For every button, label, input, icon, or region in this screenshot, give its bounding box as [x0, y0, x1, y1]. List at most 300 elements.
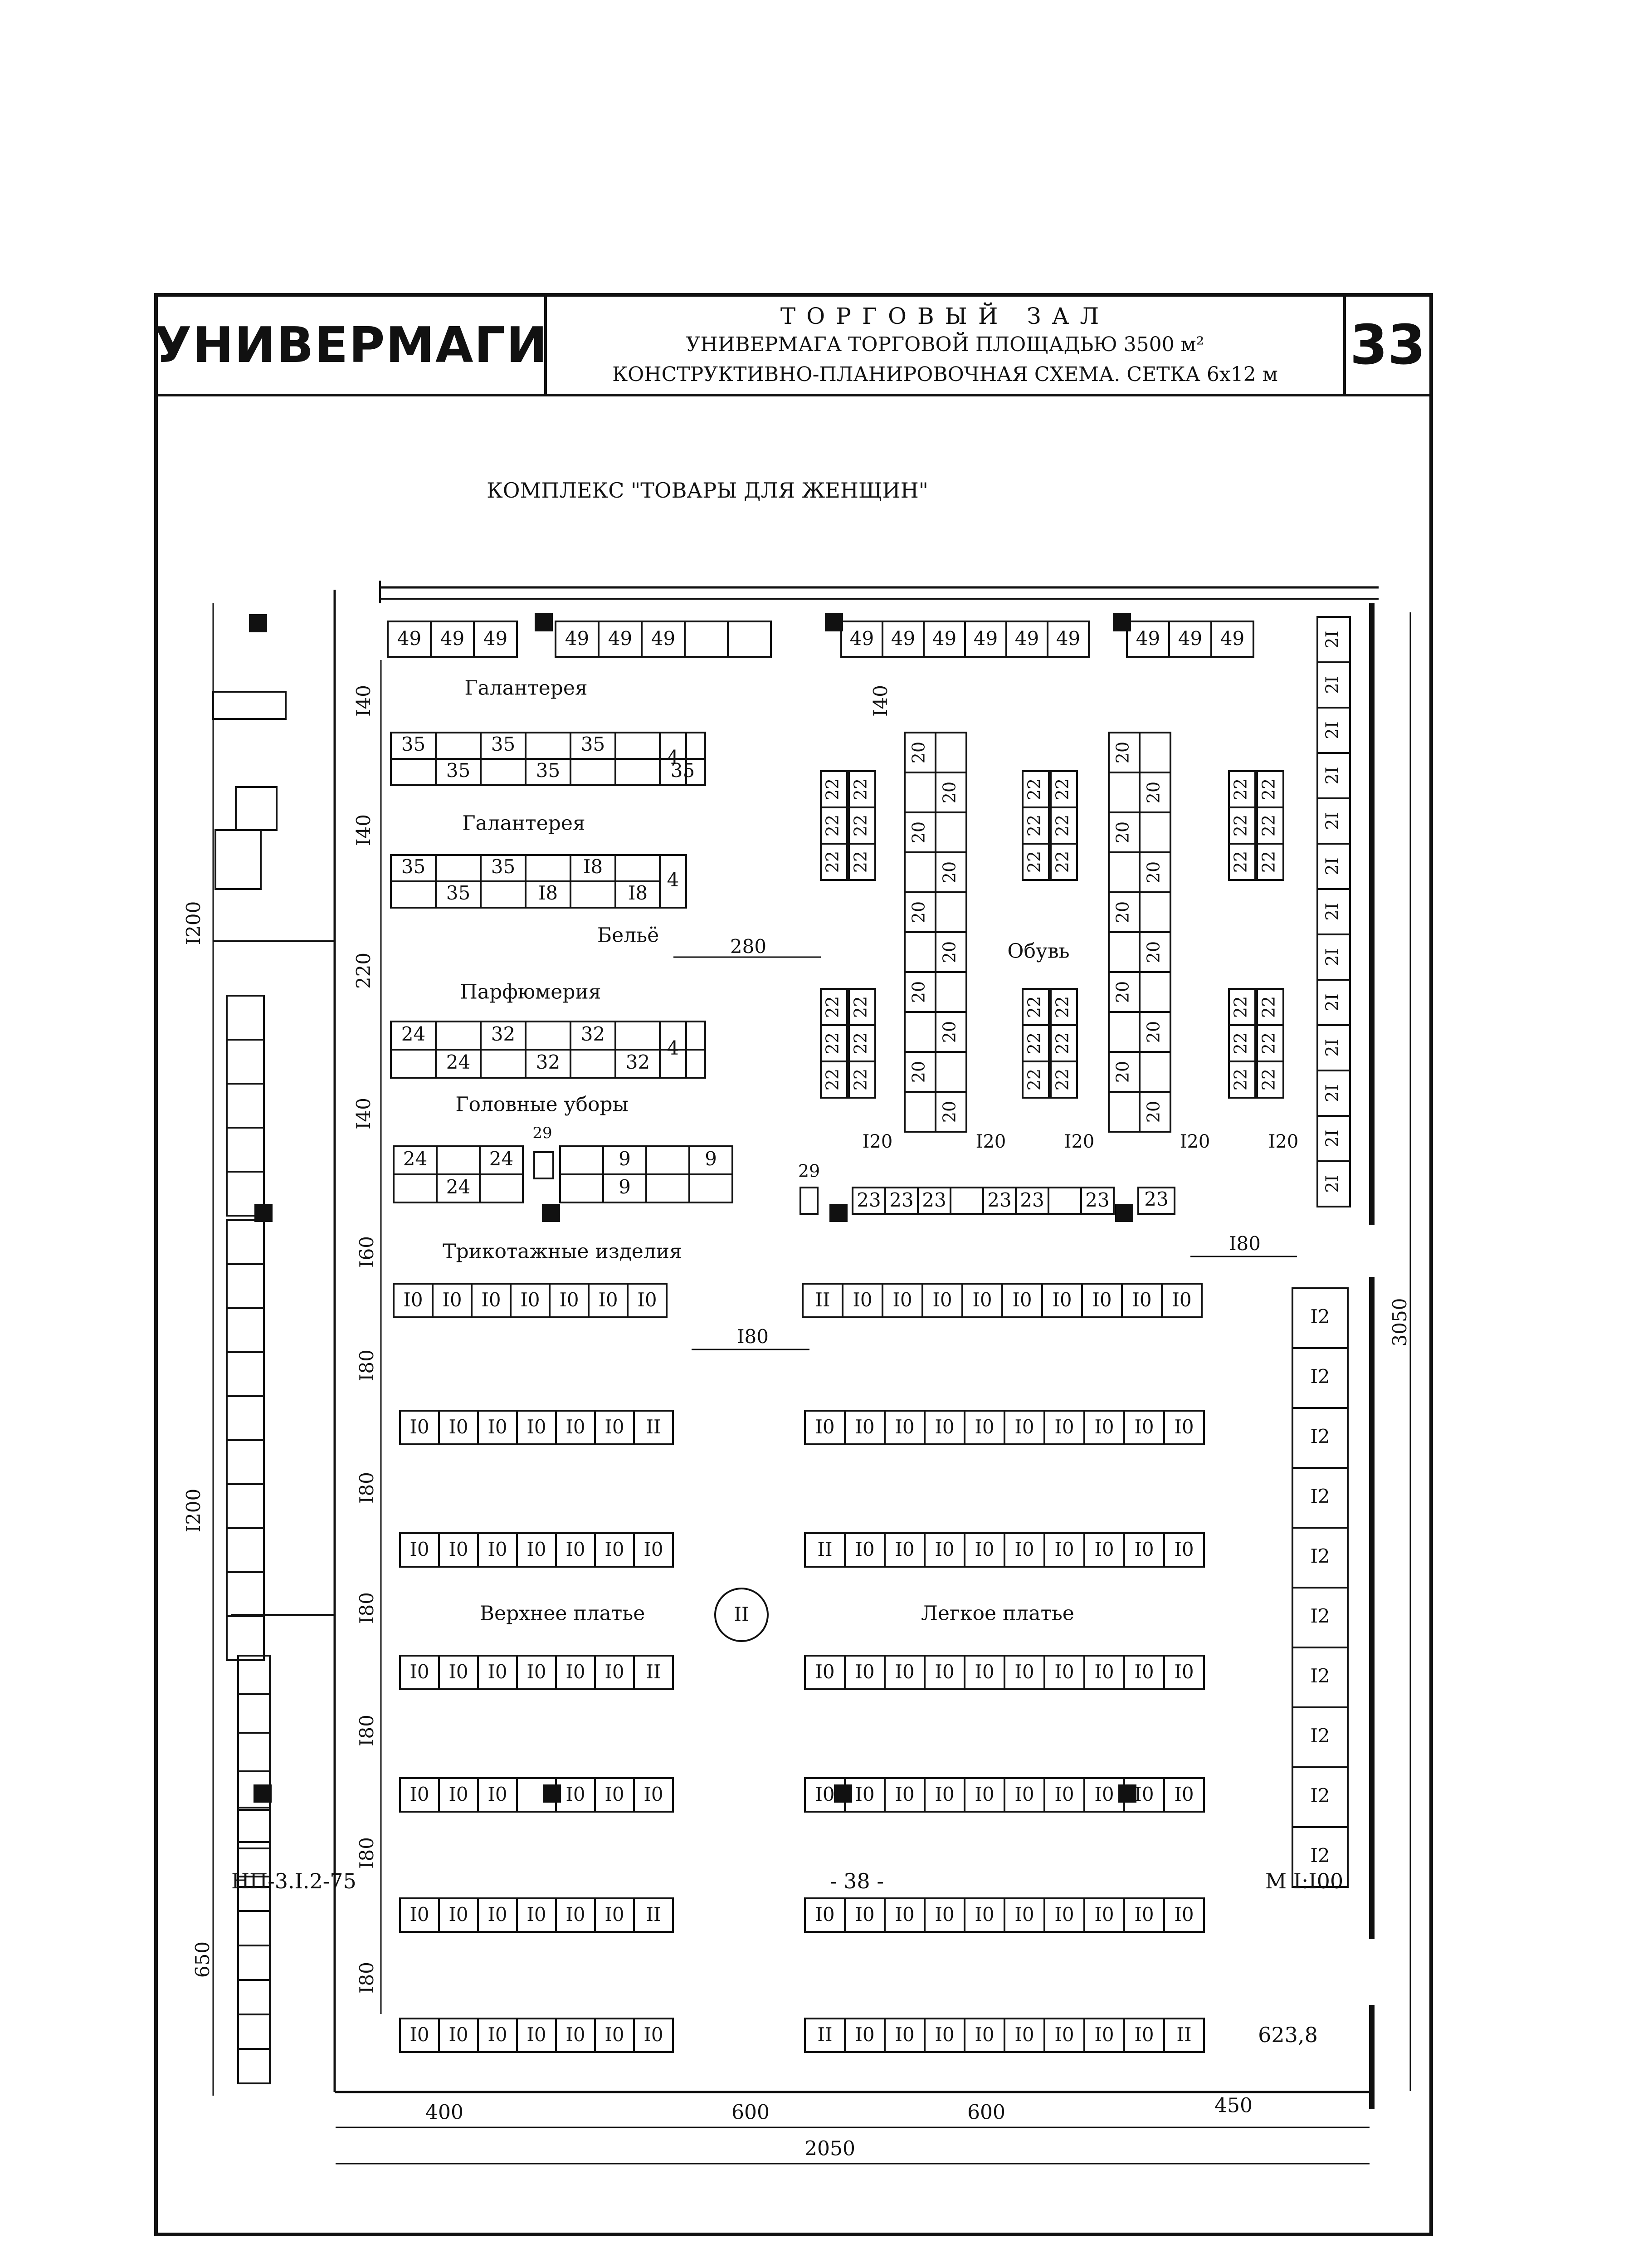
counter-49-label: 49: [440, 627, 465, 650]
counter-10-label: I0: [1174, 1783, 1194, 1805]
dimension-vertical: I40: [869, 684, 892, 717]
dimension-vertical: I40: [352, 1097, 375, 1130]
shoe-stand-20-label: 20: [939, 1100, 960, 1123]
counter-10-label: I0: [815, 1783, 835, 1805]
counter-49-label: 49: [1220, 627, 1245, 650]
counter-10-label: I0: [644, 1783, 663, 1805]
counter-10-label: I0: [1014, 1903, 1034, 1926]
counter-10-label: I0: [448, 1783, 468, 1805]
counter-10-label: I0: [975, 1903, 994, 1926]
shoe-stand-22-label: 22: [1052, 1032, 1072, 1055]
counter-10-label: I0: [1172, 1289, 1192, 1311]
counter-10-label: I0: [1094, 2024, 1114, 2046]
counter-10-label: I0: [637, 1289, 657, 1311]
counter-10-label: I0: [975, 1416, 994, 1438]
counter-10-label: I0: [644, 2024, 663, 2046]
counter-10-label: I0: [935, 1538, 955, 1560]
shoe-stand-22-label: 22: [1024, 1032, 1044, 1055]
counter-35-cell: [570, 759, 615, 785]
counter-35-label: 35: [446, 759, 471, 782]
counter-10-label: I0: [895, 1416, 915, 1438]
section-label-parfyumeriya: Парфюмерия: [460, 980, 601, 1004]
counter-10-label: II: [646, 1661, 661, 1683]
wall-counter-21-label: 2I: [1322, 721, 1342, 739]
counter-23-label: 23: [857, 1189, 881, 1211]
counter-24-32-label: 32: [536, 1051, 561, 1073]
outer-stand: [238, 1945, 270, 1980]
outer-stand: [238, 1980, 270, 2014]
counter-10-label: I0: [644, 1538, 663, 1560]
shoe-stand-20-label: 20: [908, 901, 929, 924]
counter-10-label: I0: [935, 2024, 955, 2046]
outer-stand: [227, 1396, 264, 1440]
counter-10-label: I0: [566, 1661, 585, 1683]
counter-24-cell: [480, 1174, 523, 1202]
shoe-stand-20-cell: [936, 892, 966, 932]
shoe-stand-20-label: 20: [939, 941, 960, 963]
shoe-stand-20-cell: [1109, 932, 1140, 972]
dimension-vertical: I40: [352, 684, 375, 717]
dimension-400: 400: [425, 2101, 463, 2124]
counter-10-label: I0: [410, 1903, 429, 1926]
counter-10-label: II: [817, 1538, 833, 1560]
counter-24-label: 24: [403, 1148, 428, 1170]
counter-10-label: I0: [410, 1538, 429, 1560]
counter-10-label: I0: [1054, 1538, 1074, 1560]
dimension-120: I20: [1268, 1131, 1299, 1152]
shoe-stand-20-label: 20: [1143, 781, 1164, 804]
shoe-stand-20-cell: [905, 772, 936, 812]
shoe-stand-22-label: 22: [1024, 778, 1044, 801]
counter-49-label: 49: [1014, 627, 1039, 650]
counter-10-label: I0: [559, 1289, 579, 1311]
counter-35-18-label: 35: [446, 882, 471, 904]
shoe-stand-20-label: 20: [1143, 1021, 1164, 1043]
shoe-stand-20-cell: [1109, 852, 1140, 892]
dimension-vertical: I60: [356, 1236, 378, 1268]
counter-9-label: 9: [619, 1176, 631, 1198]
wall-counter-21-label: 2I: [1322, 676, 1342, 694]
shoe-stand-22-label: 22: [1024, 996, 1044, 1018]
counter-10-label: I0: [932, 1289, 952, 1311]
counter-49-cell: [685, 621, 728, 657]
counter-10-label: I0: [1054, 2024, 1074, 2046]
counter-10-label: I0: [410, 2024, 429, 2046]
counter-9-label: 9: [619, 1148, 631, 1170]
counter-9-cell: [646, 1174, 689, 1202]
counter-10-label: I0: [566, 2024, 585, 2046]
shoe-stand-22-label: 22: [850, 814, 871, 837]
shoe-stand-22-label: 22: [1230, 850, 1251, 873]
shoe-stand-22-label: 22: [1052, 996, 1072, 1018]
counter-49-label: 49: [849, 627, 874, 650]
shoe-stand-20-label: 20: [1143, 941, 1164, 963]
dimension-600: 600: [731, 2101, 770, 2124]
shoe-stand-20-cell: [936, 1052, 966, 1092]
counter-29-label: 29: [532, 1124, 552, 1142]
counter-29: [800, 1188, 818, 1214]
counter-49-label: 49: [973, 627, 998, 650]
counter-10-label: I0: [448, 1903, 468, 1926]
wall-counter-12-label: I2: [1310, 1784, 1330, 1807]
drawing-scale: М I:I00: [1265, 1869, 1344, 1893]
shoe-stand-20-label: 20: [939, 781, 960, 804]
counter-10-label: I0: [410, 1783, 429, 1805]
wall-counter-21-label: 2I: [1322, 948, 1342, 966]
wall-counter-12-label: I2: [1310, 1305, 1330, 1328]
dimension-280: 280: [730, 935, 767, 958]
counter-10-label: I0: [975, 2024, 994, 2046]
counter-24-32-cell: [615, 1022, 660, 1050]
counter-10-label: I0: [410, 1416, 429, 1438]
counter-10-label: I0: [975, 1661, 994, 1683]
counter-49-label: 49: [932, 627, 957, 650]
outer-stand: [215, 830, 261, 889]
counter-10-label: I0: [1094, 1783, 1114, 1805]
counter-10-label: I0: [1014, 1538, 1034, 1560]
structural-column: [535, 614, 552, 631]
counter-10-label: I0: [526, 1538, 546, 1560]
counter-10-label: I0: [935, 1661, 955, 1683]
counter-10-label: I0: [895, 1783, 915, 1805]
dimension-120: I20: [1064, 1131, 1095, 1152]
counter-10-label: I0: [1134, 1661, 1154, 1683]
counter-49-cell: [728, 621, 771, 657]
counter-24-32-label: 24: [446, 1051, 471, 1073]
counter-10-label: I0: [526, 1661, 546, 1683]
structural-column: [254, 1785, 271, 1802]
shoe-stand-20-label: 20: [908, 741, 929, 764]
counter-10-label: I0: [1134, 2024, 1154, 2046]
section-label-golovnye-ubory: Головные уборы: [455, 1093, 629, 1116]
counter-10-label: I0: [975, 1538, 994, 1560]
grid-axis-label: II: [734, 1603, 749, 1625]
counter-10-label: I0: [855, 1416, 875, 1438]
counter-4-label: 4: [667, 1037, 679, 1059]
counter-24-label: 24: [489, 1148, 514, 1170]
counter-24-cell: [437, 1146, 480, 1174]
counter-49-label: 49: [1178, 627, 1203, 650]
wall-counter-12-label: I2: [1310, 1844, 1330, 1867]
counter-35-18-label: 35: [401, 855, 426, 878]
outer-stand: [227, 1308, 264, 1352]
structural-column: [1116, 1204, 1133, 1222]
counter-10-label: I0: [1134, 1903, 1154, 1926]
counter-10-label: I0: [853, 1289, 873, 1311]
counter-35-18-cell: [436, 855, 481, 881]
page-number: - 38 -: [830, 1869, 884, 1893]
counter-23-cell: [951, 1188, 983, 1214]
counter-10-label: I0: [566, 1903, 585, 1926]
outer-stand: [238, 1656, 270, 1694]
counter-10-label: I0: [566, 1416, 585, 1438]
section-label-belye: Бельё: [597, 924, 659, 947]
counter-4-label: 4: [667, 869, 679, 891]
counter-10-label: I0: [815, 1416, 835, 1438]
counter-29-label: 29: [798, 1161, 820, 1181]
structural-column: [1119, 1785, 1136, 1802]
counter-10-label: I0: [1174, 1903, 1194, 1926]
section-label-galantereya-1: Галантерея: [464, 676, 588, 700]
counter-10-label: I0: [487, 1538, 507, 1560]
shoe-stand-20-cell: [905, 1012, 936, 1052]
shoe-stand-22-label: 22: [850, 996, 871, 1018]
counter-35-18-label: I8: [583, 855, 603, 878]
counter-10-label: I0: [1014, 1783, 1034, 1805]
counter-10-label: I0: [1174, 1538, 1194, 1560]
outer-stand: [227, 1616, 264, 1660]
counter-10-label: I0: [1054, 1416, 1074, 1438]
shoe-stand-22-label: 22: [1024, 850, 1044, 873]
counter-10-label: I0: [1174, 1661, 1194, 1683]
outer-stand: [236, 787, 277, 830]
counter-35-18-label: 35: [491, 855, 516, 878]
counter-10-label: I0: [448, 1661, 468, 1683]
shoe-stand-20-label: 20: [1112, 901, 1133, 924]
counter-10-label: I0: [487, 1783, 507, 1805]
section-label-galantereya-2: Галантерея: [462, 811, 585, 835]
shoe-stand-22-label: 22: [1230, 814, 1251, 837]
counter-35-cell: [526, 733, 570, 759]
dimension-120: I20: [975, 1131, 1006, 1152]
counter-35-label: 35: [401, 733, 426, 755]
counter-10-label: I0: [895, 2024, 915, 2046]
dimension-vertical: 220: [352, 952, 375, 989]
shoe-stand-20-label: 20: [1112, 821, 1133, 844]
dimension-vertical: I80: [356, 1349, 378, 1382]
counter-10-label: I0: [855, 1538, 875, 1560]
shoe-stand-22-label: 22: [822, 1032, 843, 1055]
dimension-vertical: I80: [356, 1837, 378, 1869]
outer-stand: [238, 2014, 270, 2049]
counter-10-label: II: [1176, 2024, 1192, 2046]
counter-23-cell: [1048, 1188, 1081, 1214]
dimension-650: 650: [191, 1941, 214, 1978]
counter-23-label: 23: [987, 1189, 1012, 1211]
counter-35-18-cell: [481, 881, 526, 908]
counter-10-label: I0: [604, 1783, 624, 1805]
dimension-2050: 2050: [804, 2137, 855, 2160]
shoe-stand-20-cell: [936, 972, 966, 1012]
counter-10-label: I0: [526, 1903, 546, 1926]
shoe-stand-20-label: 20: [908, 981, 929, 1003]
shoe-stand-22-label: 22: [822, 814, 843, 837]
counter-10-label: I0: [1094, 1538, 1114, 1560]
counter-24-32-cell: [526, 1022, 570, 1050]
shoe-stand-20-cell: [1109, 772, 1140, 812]
counter-10-label: I0: [526, 1416, 546, 1438]
outer-stand: [227, 1440, 264, 1484]
section-label-verkhnee-platye: Верхнее платье: [479, 1602, 645, 1625]
shoe-stand-22-label: 22: [1052, 850, 1072, 873]
counter-10-label: I0: [448, 1538, 468, 1560]
outer-stand: [238, 1733, 270, 1771]
section-label-trikotazh: Трикотажные изделия: [443, 1240, 682, 1263]
shoe-stand-20-cell: [1140, 733, 1170, 772]
shoe-stand-20-cell: [905, 1092, 936, 1132]
counter-10-label: I0: [1014, 1416, 1034, 1438]
counter-35-18-label: I8: [628, 882, 648, 904]
wall-counter-21-label: 2I: [1322, 857, 1342, 875]
counter-35-18-cell: [570, 881, 615, 908]
counter-10-label: I0: [487, 2024, 507, 2046]
counter-24-32-cell: [436, 1022, 481, 1050]
shoe-stand-22-label: 22: [1258, 996, 1279, 1018]
shoe-stand-20-label: 20: [908, 821, 929, 844]
counter-10-label: I0: [1092, 1289, 1112, 1311]
wall-counter-12-label: I2: [1310, 1485, 1330, 1507]
counter-10-label: I0: [935, 1783, 955, 1805]
counter-29: [534, 1152, 553, 1178]
dimension-vertical: I80: [356, 1714, 378, 1747]
counter-10-label: I0: [1094, 1903, 1114, 1926]
counter-10-label: I0: [895, 1903, 915, 1926]
wall-counter-12-label: I2: [1310, 1665, 1330, 1687]
counter-35-label: 35: [580, 733, 605, 755]
counter-10-label: I0: [892, 1289, 912, 1311]
outer-stand: [227, 996, 264, 1040]
counter-49-label: 49: [891, 627, 916, 650]
dimension-1200: I200: [182, 901, 205, 945]
counter-35-18-cell: [615, 855, 660, 881]
dimension-1200: I200: [182, 1488, 205, 1533]
counter-10-label: I0: [403, 1289, 423, 1311]
counter-49-label: 49: [483, 627, 508, 650]
complex-title: КОМПЛЕКС "ТОВАРЫ ДЛЯ ЖЕНЩИН": [487, 478, 928, 503]
wall-counter-21-label: 2I: [1322, 1084, 1342, 1102]
counter-10-label: I0: [815, 1661, 835, 1683]
counter-10-label: II: [817, 2024, 833, 2046]
shoe-stand-22-label: 22: [1230, 996, 1251, 1018]
counter-10-label: I0: [855, 2024, 875, 2046]
counter-10-label: I0: [1134, 1783, 1154, 1805]
wall-counter-21-label: 2I: [1322, 1175, 1342, 1193]
shoe-stand-22-label: 22: [850, 778, 871, 801]
counter-35-label: 35: [536, 759, 561, 782]
outer-stand: [213, 692, 286, 719]
counter-10-label: I0: [487, 1416, 507, 1438]
counter-35-18-label: I8: [538, 882, 558, 904]
outer-stand: [227, 1352, 264, 1396]
counter-10-label: I0: [935, 1416, 955, 1438]
counter-35-18-cell: [391, 881, 436, 908]
counter-10-label: I0: [815, 1903, 835, 1926]
shoe-stand-20-label: 20: [1112, 741, 1133, 764]
shoe-stand-22-label: 22: [1230, 1032, 1251, 1055]
brand-title: УНИВЕРМАГИ: [158, 297, 547, 396]
counter-10-label: I0: [604, 1416, 624, 1438]
counter-10-label: I0: [604, 1903, 624, 1926]
wall-counter-21-label: 2I: [1322, 631, 1342, 649]
counter-10-label: I0: [566, 1783, 585, 1805]
shoe-stand-20-cell: [1140, 892, 1170, 932]
shoe-stand-22-label: 22: [1258, 1068, 1279, 1091]
counter-10-label: I0: [975, 1783, 994, 1805]
shoe-stand-20-cell: [905, 932, 936, 972]
counter-10-label: I0: [481, 1289, 501, 1311]
structural-column: [249, 615, 267, 632]
structural-column: [542, 1204, 560, 1222]
counter-9-cell: [646, 1146, 689, 1174]
counter-10-label: I0: [855, 1783, 875, 1805]
counter-10-label: I0: [448, 2024, 468, 2046]
dimension-450: 450: [1214, 2094, 1253, 2117]
outer-stand: [238, 2049, 270, 2083]
counter-49-label: 49: [397, 627, 422, 650]
counter-24-32-label: 24: [401, 1023, 426, 1045]
structural-column: [543, 1785, 561, 1802]
wall-counter-21-label: 2I: [1322, 1129, 1342, 1148]
outer-stand: [238, 1808, 270, 1842]
outer-stand: [238, 1694, 270, 1733]
counter-10-label: I0: [410, 1661, 429, 1683]
counter-10-label: I0: [972, 1289, 992, 1311]
wall-counter-21-label: 2I: [1322, 767, 1342, 785]
dimension-vertical: I80: [356, 1592, 378, 1624]
title-line-1: ТОРГОВЫЙ ЗАЛ: [780, 303, 1110, 329]
shoe-stand-22-label: 22: [1052, 778, 1072, 801]
area-value-label: 623,8: [1258, 2023, 1318, 2047]
wall-counter-12-label: I2: [1310, 1605, 1330, 1627]
shoe-stand-20-cell: [1109, 1012, 1140, 1052]
shoe-stand-20-cell: [1140, 1052, 1170, 1092]
counter-9-cell: [689, 1174, 732, 1202]
dimension-vertical: I80: [356, 1471, 378, 1504]
counter-10-label: II: [815, 1289, 830, 1311]
counter-10-label: I0: [855, 1661, 875, 1683]
shoe-stand-22-label: 22: [1258, 778, 1279, 801]
section-label-obuv: Обувь: [1007, 939, 1070, 963]
counter-10-label: II: [646, 1903, 661, 1926]
counter-49-label: 49: [651, 627, 676, 650]
dimension-120: I20: [862, 1131, 893, 1152]
structural-column: [825, 614, 843, 631]
shoe-stand-22-label: 22: [1258, 850, 1279, 873]
wall-counter-21-label: 2I: [1322, 903, 1342, 921]
shoe-stand-22-label: 22: [1024, 814, 1044, 837]
counter-10-label: I0: [1174, 1416, 1194, 1438]
shoe-stand-20-label: 20: [939, 861, 960, 884]
counter-10-label: I0: [487, 1903, 507, 1926]
counter-35-cell: [481, 759, 526, 785]
outer-stand: [227, 1220, 264, 1264]
wall-counter-21-label: 2I: [1322, 812, 1342, 830]
dimension-600: 600: [967, 2101, 1005, 2124]
outer-stand: [227, 1264, 264, 1308]
counter-24-cell: [394, 1174, 437, 1202]
counter-10-label: I0: [1134, 1416, 1154, 1438]
shoe-stand-22-label: 22: [850, 1032, 871, 1055]
outer-stand: [227, 1128, 264, 1172]
structural-column: [834, 1785, 852, 1802]
outer-stand: [227, 1040, 264, 1084]
counter-10-label: I0: [487, 1661, 507, 1683]
shoe-stand-20-cell: [1109, 1092, 1140, 1132]
counter-10-label: II: [646, 1416, 661, 1438]
shoe-stand-20-cell: [936, 812, 966, 852]
counter-35-cell: [615, 759, 660, 785]
counter-10-label: I0: [1052, 1289, 1072, 1311]
outer-stand: [238, 1911, 270, 1945]
counter-10-label: I0: [1014, 1661, 1034, 1683]
counter-10-label: I0: [895, 1538, 915, 1560]
shoe-stand-22-label: 22: [850, 1068, 871, 1091]
counter-10-label: I0: [1134, 1538, 1154, 1560]
outer-stand: [227, 1084, 264, 1128]
wall-counter-12-label: I2: [1310, 1545, 1330, 1567]
counter-35-cell: [436, 733, 481, 759]
counter-24-32-label: 32: [491, 1023, 516, 1045]
